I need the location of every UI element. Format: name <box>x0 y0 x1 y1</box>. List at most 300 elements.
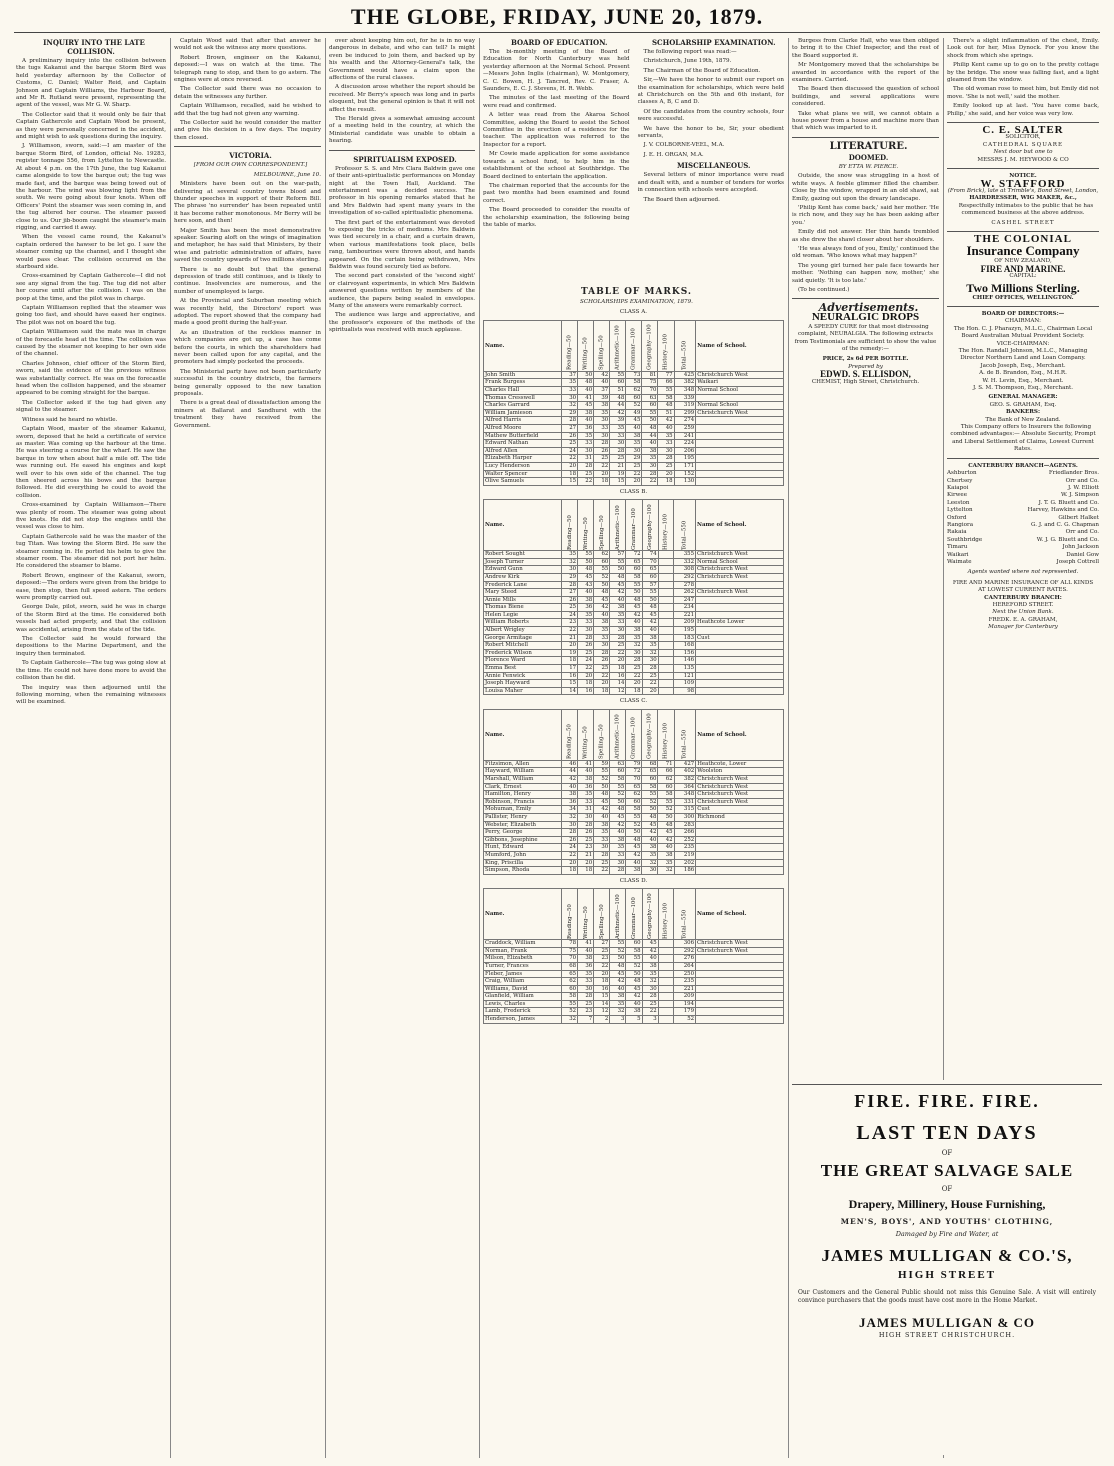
colonial-name: Insurance Company <box>966 243 1080 259</box>
paragraph: Captain Wood, master of the steamer Kakanui, sworn, deposed that he held a certificate of service as master. Was coming up the harbour at the time. He was steering a course for the wharf. He saw the barque in tow when about half a mile off. The tide was running out. He eased his engines and kept well over to his own side of the channel. The tug then sheered across his bows and the barque followed. He did everything he could to avoid the collision. <box>16 426 166 499</box>
mark-cell: 26 <box>562 596 578 604</box>
stafford-from: (From Brick), late at Trimble's, Bond Street, London, <box>947 187 1099 194</box>
table-row <box>484 455 784 463</box>
header-subject: Spelling—50 <box>594 500 610 551</box>
mark-cell: 78 <box>562 940 578 948</box>
mark-cell: 24 <box>562 611 578 619</box>
table-row <box>484 1008 784 1016</box>
mark-cell: 209 <box>674 619 696 627</box>
mark-cell <box>658 1000 674 1008</box>
student-name: Webster, Elizabeth <box>484 821 562 829</box>
student-name: Elizabeth Harper <box>484 455 562 463</box>
mark-cell: 235 <box>674 844 696 852</box>
school-name <box>696 680 784 688</box>
mark-cell: 72 <box>626 768 642 776</box>
mark-cell: 77 <box>658 371 674 379</box>
table-row <box>484 776 784 784</box>
header-subject: Grammar—100 <box>626 889 642 940</box>
mark-cell: 25 <box>594 665 610 673</box>
student-name: Fitzsimon, Allen <box>484 760 562 768</box>
table-row <box>484 634 784 642</box>
column-3 <box>329 38 475 1458</box>
mark-cell: 22 <box>610 649 626 657</box>
mark-cell: 52 <box>626 962 642 970</box>
table-row <box>484 947 784 955</box>
student-name: Frederick Lane <box>484 581 562 589</box>
neuralgic-ad <box>792 311 939 386</box>
mark-cell: 25 <box>642 1000 658 1008</box>
student-name: Florence Ward <box>484 657 562 665</box>
mark-cell: 45 <box>626 604 642 612</box>
student-name: Olive Samuels <box>484 478 562 486</box>
mark-cell: 25 <box>578 649 594 657</box>
paragraph: (To be continued.) <box>798 286 850 293</box>
paragraph: The Collector said there was no occasion to detain the witnesses any further. <box>174 86 321 100</box>
mark-cell: 30 <box>578 627 594 635</box>
mark-cell: 34 <box>562 806 578 814</box>
mark-cell: 28 <box>626 657 642 665</box>
school-name <box>696 596 784 604</box>
mark-cell <box>658 665 674 673</box>
mark-cell: 48 <box>610 962 626 970</box>
student-name: Walter Spencer <box>484 470 562 478</box>
mark-cell: 18 <box>594 687 610 695</box>
mark-cell: 55 <box>594 768 610 776</box>
table-row <box>484 589 784 597</box>
mark-cell: 152 <box>674 470 696 478</box>
mark-cell: 27 <box>562 424 578 432</box>
school-name <box>696 440 784 448</box>
mark-cell: 26 <box>562 836 578 844</box>
mark-cell: 50 <box>626 970 642 978</box>
mark-cell: 38 <box>610 836 626 844</box>
mark-cell: 50 <box>610 798 626 806</box>
mark-cell: 18 <box>594 978 610 986</box>
mark-cell: 28 <box>578 993 594 1001</box>
mark-cell: 35 <box>610 611 626 619</box>
paragraph: Emily looked up at last. 'You have come back, Philip,' she said, and her voice was very low. <box>947 103 1099 117</box>
mark-cell: 30 <box>578 447 594 455</box>
mark-cell: 156 <box>674 649 696 657</box>
mark-cell: 55 <box>610 783 626 791</box>
mark-cell: 25 <box>562 604 578 612</box>
mark-cell: 15 <box>610 478 626 486</box>
agent-row <box>947 515 1099 522</box>
paragraph: Captain Williamson, recalled, said he wished to add that the tug had not given any warning. <box>174 103 321 117</box>
school-name: Normal School <box>696 387 784 395</box>
story-body <box>792 173 939 294</box>
agent-row <box>947 529 1099 536</box>
mark-cell: 38 <box>658 851 674 859</box>
table-row <box>484 424 784 432</box>
student-name: Andrew Kirk <box>484 573 562 581</box>
student-name: Alfred Harris <box>484 417 562 425</box>
mark-cell: 331 <box>674 798 696 806</box>
agent-name: Friedlander Bros. <box>1048 470 1099 477</box>
mark-cell: 33 <box>594 836 610 844</box>
colonial-of: OF NEW ZEALAND, <box>994 258 1052 265</box>
table-row <box>484 470 784 478</box>
header-subject: Total—550 <box>674 889 696 940</box>
table-row <box>484 962 784 970</box>
table-row <box>484 672 784 680</box>
mark-cell: 35 <box>658 859 674 867</box>
student-name: William Roberts <box>484 619 562 627</box>
mark-cell: 60 <box>562 985 578 993</box>
table-row <box>484 851 784 859</box>
mark-cell: 40 <box>626 1000 642 1008</box>
mark-cell: 33 <box>594 634 610 642</box>
mark-cell: 66 <box>658 379 674 387</box>
table-row <box>484 955 784 963</box>
mark-cell: 224 <box>674 440 696 448</box>
mark-cell: 68 <box>562 962 578 970</box>
student-name: King, Priscilla <box>484 859 562 867</box>
mark-cell: 22 <box>626 470 642 478</box>
mark-cell: 35 <box>578 432 594 440</box>
mark-cell: 179 <box>674 1008 696 1016</box>
mark-cell: 35 <box>658 432 674 440</box>
school-name <box>696 627 784 635</box>
mark-cell: 195 <box>674 455 696 463</box>
mark-cell: 45 <box>578 573 594 581</box>
stafford-ad <box>947 173 1099 227</box>
mark-cell: 300 <box>674 813 696 821</box>
mark-cell: 55 <box>658 798 674 806</box>
mark-cell: 16 <box>578 687 594 695</box>
of-label: OF <box>941 1149 953 1157</box>
agent-name: Harvey, Hawkins and Co. <box>1027 507 1099 514</box>
student-name: Edward Nathan <box>484 440 562 448</box>
mark-cell <box>658 680 674 688</box>
student-name: Turner, Frances <box>484 962 562 970</box>
mark-cell: 48 <box>578 379 594 387</box>
table-row <box>484 627 784 635</box>
branch-manager: FREDK. E. A. GRAHAM, <box>988 616 1058 623</box>
school-name <box>696 985 784 993</box>
mark-cell: 44 <box>562 768 578 776</box>
header-subject: Geography—100 <box>642 320 658 371</box>
mark-cell: 62 <box>658 776 674 784</box>
mark-cell: 40 <box>642 627 658 635</box>
mark-cell: 65 <box>642 566 658 574</box>
mark-cell: 18 <box>562 470 578 478</box>
school-name <box>696 642 784 650</box>
mark-cell: 35 <box>626 440 642 448</box>
student-name: Edward Gunn <box>484 566 562 574</box>
article-title: INQUIRY INTO THE LATE COLLISION. <box>43 38 145 56</box>
director-line: VICE-CHAIRMAN: <box>996 340 1050 347</box>
school-name <box>696 604 784 612</box>
paragraph: The Board proceeded to consider the results of the scholarship examination, the following being the table of marks. <box>483 207 630 228</box>
table-title: TABLE OF MARKS. <box>580 287 693 297</box>
mark-cell: 18 <box>658 478 674 486</box>
mark-cell: 38 <box>610 604 626 612</box>
marks-table <box>483 888 784 1024</box>
table-row <box>484 432 784 440</box>
mark-cell: 98 <box>674 687 696 695</box>
mark-cell: 348 <box>674 387 696 395</box>
mark-cell: 15 <box>562 680 578 688</box>
mark-cell: 30 <box>594 417 610 425</box>
mulligan-address: HIGH STREET CHRISTCHURCH. <box>878 1331 1016 1339</box>
mark-cell: 23 <box>562 619 578 627</box>
mark-cell: 28 <box>610 867 626 875</box>
mark-cell: 30 <box>578 985 594 993</box>
mark-cell: 259 <box>674 424 696 432</box>
mark-cell: 50 <box>642 417 658 425</box>
colonial-office: CHIEF OFFICES, WELLINGTON. <box>972 294 1074 301</box>
director-line: Jacob Joseph, Esq., Merchant. <box>980 362 1066 369</box>
mark-cell: 52 <box>642 798 658 806</box>
fire-marine-kinds: FIRE AND MARINE INSURANCE OF ALL KINDS <box>952 579 1094 586</box>
mark-cell <box>658 978 674 986</box>
class-label: CLASS A. <box>619 309 648 316</box>
student-name: Marshall, William <box>484 776 562 784</box>
stafford-text: Respectfully intimates to the public that he has commenced business at the above address. <box>958 202 1094 217</box>
mark-cell: 38 <box>594 619 610 627</box>
school-name: Christchurch West <box>696 589 784 597</box>
school-name: Christchurch West <box>696 566 784 574</box>
mark-cell: 25 <box>578 836 594 844</box>
mark-cell: 30 <box>594 432 610 440</box>
student-name: Mathew Butterfield <box>484 432 562 440</box>
column-6 <box>947 38 1099 1073</box>
school-name <box>696 970 784 978</box>
mark-cell: 168 <box>674 642 696 650</box>
stafford-trade: HAIRDRESSER, WIG MAKER, &c., <box>969 195 1077 202</box>
student-name: Joseph Hayward <box>484 680 562 688</box>
marks-table <box>483 709 784 875</box>
mark-cell: 63 <box>610 760 626 768</box>
school-name <box>696 611 784 619</box>
table-row <box>484 387 784 395</box>
mark-cell: 18 <box>610 665 626 673</box>
mark-cell: 42 <box>626 993 642 1001</box>
school-name <box>696 993 784 1001</box>
paragraph: Captain Williamson replied that the steamer was going too fast, and should have eased her engines. The pilot was not on board the tug. <box>16 305 166 326</box>
mark-cell: 16 <box>594 985 610 993</box>
school-name <box>696 978 784 986</box>
table-row <box>484 970 784 978</box>
mark-cell: 25 <box>626 665 642 673</box>
header-subject: Spelling—50 <box>594 889 610 940</box>
salter-address: CATHEDRAL SQUARE <box>982 141 1064 148</box>
mark-cell: 35 <box>610 424 626 432</box>
table-row <box>484 409 784 417</box>
mark-cell: 32 <box>642 859 658 867</box>
agent-town: Lyttelton <box>947 507 973 514</box>
mark-cell: 23 <box>594 955 610 963</box>
mark-cell: 30 <box>594 642 610 650</box>
mark-cell: 20 <box>578 859 594 867</box>
mark-cell: 135 <box>674 665 696 673</box>
neuralgic-price: PRICE, 2s 6d PER BOTTLE. <box>822 356 909 363</box>
table-row <box>484 619 784 627</box>
agent-row <box>947 522 1099 529</box>
mark-cell: 18 <box>626 687 642 695</box>
mark-cell: 30 <box>594 844 610 852</box>
student-name: Charles Garrard <box>484 402 562 410</box>
mark-cell: 43 <box>578 581 594 589</box>
mark-cell: 48 <box>642 813 658 821</box>
paragraph: Several letters of minor importance were read and dealt with, and a number of tenders for works in connection with schools were accepted. <box>637 172 784 194</box>
student-name: Clark, Ernest <box>484 783 562 791</box>
story-byline: BY ETTA W. PIERCE. <box>838 163 899 170</box>
mark-cell: 183 <box>674 634 696 642</box>
header-subject: Geography—100 <box>642 709 658 760</box>
agent-town: Timaru <box>947 544 968 551</box>
column-rule <box>325 38 326 1458</box>
table-row <box>484 1016 784 1024</box>
clothing-line: MEN'S, BOYS', AND YOUTHS' CLOTHING, <box>840 1217 1054 1226</box>
table-row <box>484 859 784 867</box>
school-name <box>696 859 784 867</box>
article-body <box>174 38 321 142</box>
mark-cell <box>658 589 674 597</box>
mark-cell: 38 <box>626 1008 642 1016</box>
student-name: Lewis, Charles <box>484 1000 562 1008</box>
school-name: Christchurch West <box>696 783 784 791</box>
table-row <box>484 791 784 799</box>
mark-cell: 52 <box>594 776 610 784</box>
school-name: Richmond <box>696 813 784 821</box>
mark-cell: 44 <box>642 432 658 440</box>
student-name: Annie Mills <box>484 596 562 604</box>
agent-name: John Jackson <box>1062 544 1099 551</box>
school-name: Normal School <box>696 402 784 410</box>
mark-cell: 382 <box>674 379 696 387</box>
mark-cell: 41 <box>578 394 594 402</box>
paragraph: The Collector said he would forward the depositions to the Marine Department, and the inquiry then terminated. <box>16 636 166 657</box>
mark-cell: 50 <box>610 955 626 963</box>
mark-cell: 52 <box>594 573 610 581</box>
sale-text: Our Customers and the General Public should not miss this Genuine Sale. A visit will entirely convince purchasers that the goods must have cost more in the Home Market. <box>798 1289 1096 1304</box>
mark-cell: 30 <box>562 821 578 829</box>
paragraph: The inquiry was then adjourned until the following morning, when the remaining witnesses will be examined. <box>16 684 166 706</box>
header-subject: Writing—50 <box>578 889 594 940</box>
table-row <box>484 768 784 776</box>
table-row <box>484 783 784 791</box>
agent-row <box>947 559 1099 566</box>
director-line: The Hon. Randall Johnson, M.L.C., Managing Director Northern Land and Loan Company. <box>958 348 1088 362</box>
mark-cell: 7 <box>578 1016 594 1024</box>
mark-cell: 50 <box>642 806 658 814</box>
mark-cell: 35 <box>578 791 594 799</box>
mark-cell: 55 <box>626 581 642 589</box>
mark-cell: 21 <box>578 851 594 859</box>
mark-cell: 121 <box>674 672 696 680</box>
mark-cell: 299 <box>674 409 696 417</box>
school-name <box>696 455 784 463</box>
mark-cell: 65 <box>562 970 578 978</box>
mark-cell: 22 <box>642 478 658 486</box>
mark-cell: 22 <box>594 867 610 875</box>
mark-cell: 186 <box>674 867 696 875</box>
school-name <box>696 821 784 829</box>
branch-manager-role: Manager for Canterbury <box>988 624 1058 631</box>
table-row <box>484 379 784 387</box>
paragraph: A letter was read from the Akaroa School Committee, asking the Board to assist the School Committee in the erection of a residence for the teacher. The application was referred to the Inspector for a report. <box>483 112 630 148</box>
agent-town: Waikari <box>947 551 969 558</box>
mark-cell: 18 <box>562 867 578 875</box>
marks-table <box>483 320 784 486</box>
mark-cell: 28 <box>642 665 658 673</box>
mark-cell: 262 <box>674 589 696 597</box>
column-rule <box>170 38 171 1458</box>
mark-cell: 266 <box>674 829 696 837</box>
school-name <box>696 657 784 665</box>
mark-cell: 30 <box>610 859 626 867</box>
mark-cell: 28 <box>642 470 658 478</box>
header-subject: Grammar—100 <box>626 320 642 371</box>
mark-cell: 32 <box>562 813 578 821</box>
mark-cell: 22 <box>578 478 594 486</box>
scholarship-heading: SCHOLARSHIP EXAMINATION. <box>651 38 776 47</box>
table-row <box>484 978 784 986</box>
mark-cell: 58 <box>642 783 658 791</box>
mark-cell: 48 <box>610 394 626 402</box>
mark-cell: 35 <box>594 829 610 837</box>
mark-cell: 50 <box>658 813 674 821</box>
advertisements-title: Advertisements. <box>818 301 919 315</box>
school-name <box>696 432 784 440</box>
paragraph: The audience was large and appreciative, and the professor's exposure of the methods of the spiritualists was received with much applause. <box>329 312 475 334</box>
school-name <box>696 867 784 875</box>
board-body <box>483 49 630 229</box>
mark-cell: 32 <box>562 402 578 410</box>
mark-cell: 234 <box>674 604 696 612</box>
table-row <box>484 566 784 574</box>
mark-cell: 26 <box>594 447 610 455</box>
mark-cell: 30 <box>642 985 658 993</box>
mark-cell: 44 <box>610 402 626 410</box>
mark-cell: 48 <box>610 573 626 581</box>
mark-cell: 130 <box>674 478 696 486</box>
class-label: CLASS D. <box>619 877 648 884</box>
mark-cell: 50 <box>578 558 594 566</box>
mark-cell: 30 <box>578 813 594 821</box>
paragraph: The Collector asked if the tug had given any signal to the steamer. <box>16 399 166 414</box>
victoria-title: VICTORIA. <box>229 151 272 161</box>
branch-label: CANTERBURY BRANCH: <box>984 594 1062 601</box>
mark-cell: 55 <box>642 589 658 597</box>
mark-cell: 48 <box>610 806 626 814</box>
student-name: Thomas Biene <box>484 604 562 612</box>
agent-town: Leeston <box>947 499 970 506</box>
agent-name: Orr and Co. <box>1065 529 1099 536</box>
mark-cell: 60 <box>610 768 626 776</box>
school-name: Christchurch West <box>696 798 784 806</box>
mark-cell: 18 <box>578 680 594 688</box>
student-name: Gibbons, Josephine <box>484 836 562 844</box>
school-name <box>696 955 784 963</box>
header-subject: Arithmetic—100 <box>610 709 626 760</box>
header-subject: History—100 <box>658 889 674 940</box>
mark-cell: 52 <box>626 821 642 829</box>
paragraph: Christchurch, June 19th, 1879. <box>643 58 732 65</box>
header-name: Name. <box>484 500 562 551</box>
salter-ad <box>947 124 1099 164</box>
school-name: Cust <box>696 634 784 642</box>
school-name <box>696 844 784 852</box>
header-subject: Reading—50 <box>562 889 578 940</box>
paragraph: The following report was read:— <box>643 49 737 55</box>
mark-cell: 33 <box>610 619 626 627</box>
mark-cell: 33 <box>610 851 626 859</box>
salter-title: SOLICITOR, <box>1005 134 1041 141</box>
table-row <box>484 462 784 470</box>
